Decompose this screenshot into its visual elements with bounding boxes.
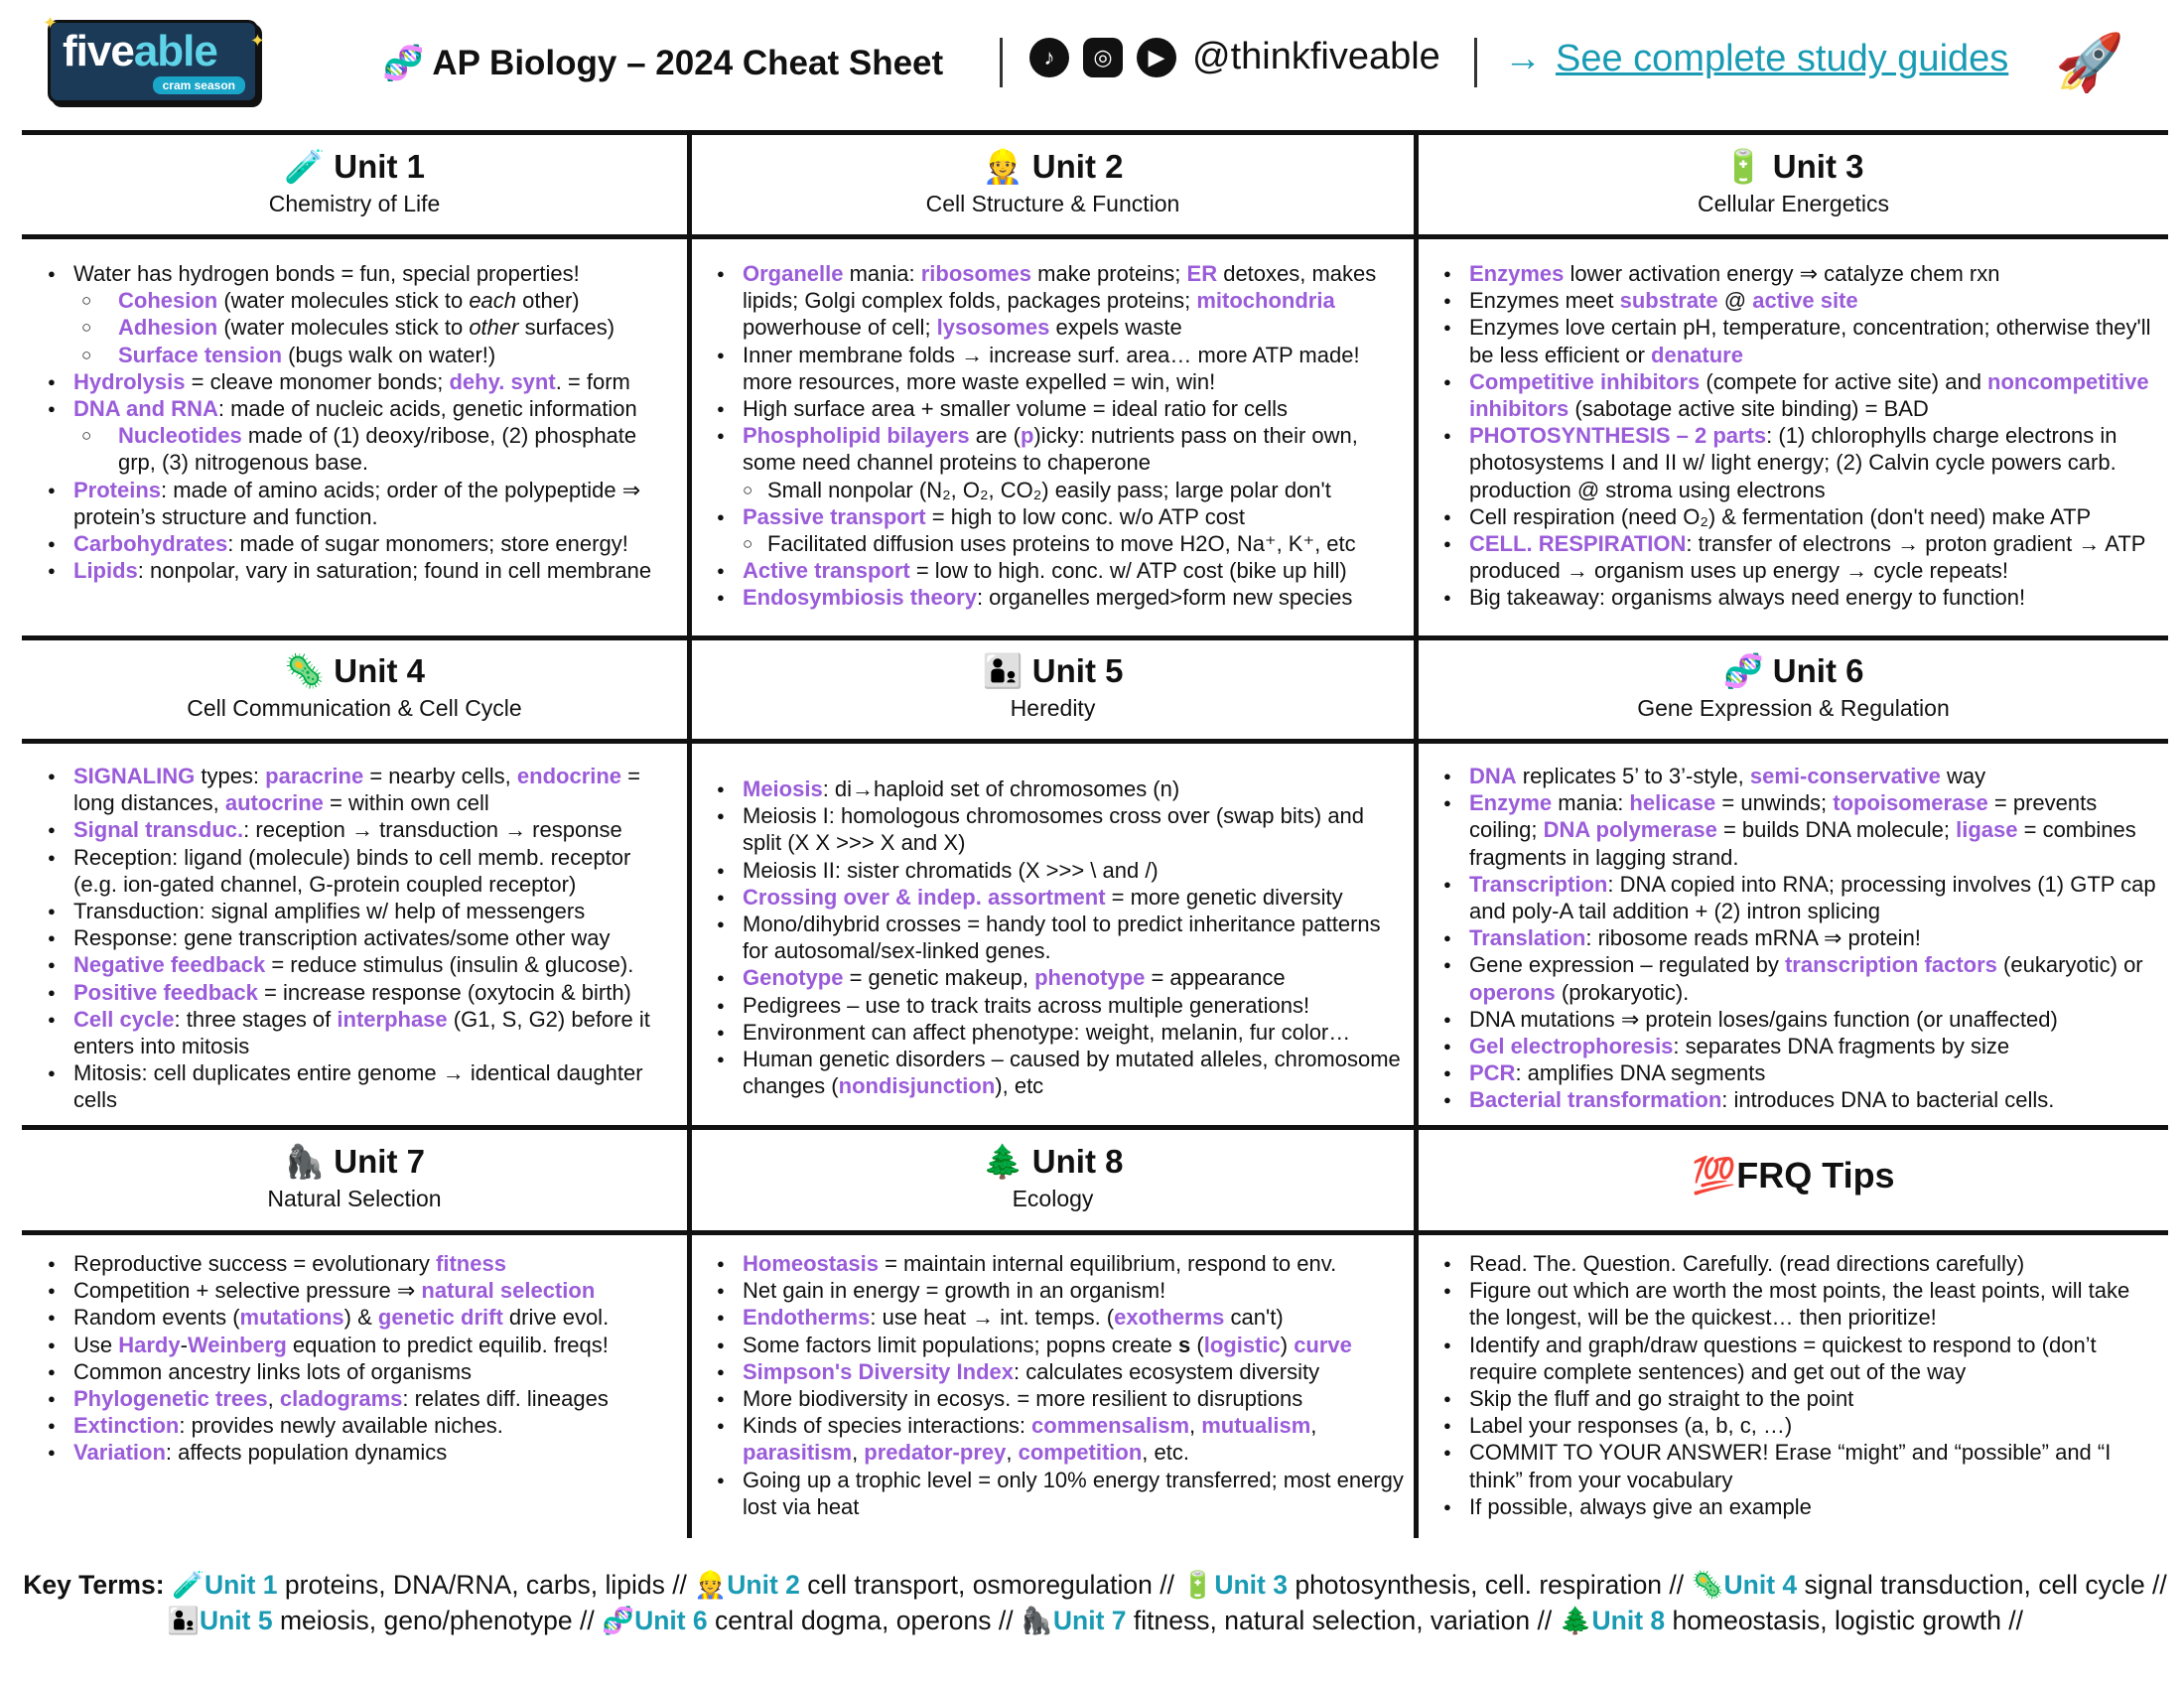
list-item: ● Meiosis II: sister chromatids (X >>> \ and /) xyxy=(713,857,1408,884)
gorilla-icon: 🦍 xyxy=(284,1143,326,1180)
header xyxy=(0,0,2184,129)
list-item: ○ Facilitated diffusion uses proteins to move H2O, Na⁺, K⁺, etc xyxy=(713,530,1408,557)
unit2-content xyxy=(713,260,1408,612)
footer-unit-label: Unit 4 xyxy=(1723,1570,1798,1600)
list-item: ● Big takeaway: organisms always need energy to function! xyxy=(1439,584,2164,611)
list-item: ● Endotherms: use heat → int. temps. (exotherms can't) xyxy=(713,1304,1408,1331)
evergreen-tree-icon: 🌲 xyxy=(1559,1606,1592,1635)
list-item: ● Phospholipid bilayers are (p)icky: nutrients pass on their own, some need channel proteins to chaperone xyxy=(713,422,1408,476)
footer-terms: central dogma, operons // xyxy=(707,1606,1021,1635)
unit-heading xyxy=(1419,651,2168,723)
list-item: ○ Surface tension (bugs walk on water!) xyxy=(44,342,679,368)
list-item: ● SIGNALING types: paracrine = nearby cells, endocrine = long distances, autocrine = within own cell xyxy=(44,763,679,816)
header-divider xyxy=(1000,38,1003,87)
footer-unit-label: Unit 7 xyxy=(1052,1606,1127,1635)
list-item: ● Gene expression – regulated by transcription factors (eukaryotic) or operons (prokaryotic). xyxy=(1439,951,2164,1005)
list-item: ● Response: gene transcription activates/some other way xyxy=(44,924,679,951)
list-item: ● Enzymes love certain pH, temperature, concentration; otherwise they'll be less efficient or denature xyxy=(1439,314,2164,367)
unit-subtitle: Ecology xyxy=(1012,1186,1094,1211)
list-item: ● Competition + selective pressure ⇒ natural selection xyxy=(44,1277,679,1304)
frq-heading xyxy=(1419,1155,2168,1196)
page-title xyxy=(382,38,943,89)
list-item: ● Cell respiration (need O₂) & fermentation (don't need) make ATP xyxy=(1439,503,2164,530)
list-item: ● More biodiversity in ecosys. = more resilient to disruptions xyxy=(713,1385,1408,1412)
list-item: ● Variation: affects population dynamics xyxy=(44,1439,679,1466)
list-item: ● DNA and RNA: made of nucleic acids, genetic information xyxy=(44,395,679,422)
list-item: ● Reception: ligand (molecule) binds to cell memb. receptor (e.g. ion-gated channel, G-protein coupled receptor) xyxy=(44,844,679,898)
list-item: ○ Adhesion (water molecules stick to other surfaces) xyxy=(44,314,679,341)
footer-unit-label: Unit 8 xyxy=(1591,1606,1666,1635)
unit-title: Unit 4 xyxy=(334,652,425,689)
unit-title: Unit 8 xyxy=(1031,1143,1124,1180)
grid-line xyxy=(22,635,2168,640)
list-item: ● Meiosis: di→haploid set of chromosomes (n) xyxy=(713,775,1408,802)
grid-line xyxy=(22,1230,2168,1235)
study-guides-link[interactable] xyxy=(1504,38,2008,80)
list-item: ● Some factors limit populations; popns create s (logistic) curve xyxy=(713,1332,1408,1358)
list-item: ● Signal transduc.: reception → transduction → response xyxy=(44,816,679,843)
list-item: ● Organelle mania: ribosomes make proteins; ER detoxes, makes lipids; Golgi complex folds, packages proteins; mitochondria powerhouse of cell; lysosomes expels waste xyxy=(713,260,1408,342)
title-text: AP Biology – 2024 Cheat Sheet xyxy=(432,44,944,82)
test-tube-icon: 🧪 xyxy=(284,148,326,185)
list-item: ● Carbohydrates: made of sugar monomers; store energy! xyxy=(44,530,679,557)
key-terms-footer xyxy=(22,1567,2168,1638)
list-item: ● Genotype = genetic makeup, phenotype = appearance xyxy=(713,964,1408,991)
footer-terms: fitness, natural selection, variation // xyxy=(1126,1606,1560,1635)
frq-content xyxy=(1439,1250,2164,1520)
list-item: ● DNA mutations ⇒ protein loses/gains function (or unaffected) xyxy=(1439,1006,2164,1033)
arrow-right-icon: → xyxy=(1504,38,1542,79)
study-guides-link-text[interactable]: See complete study guides xyxy=(1556,38,2009,79)
unit-subtitle: Cellular Energetics xyxy=(1697,191,1890,216)
grid-line xyxy=(22,234,2168,239)
construction-worker-icon: 👷 xyxy=(982,148,1024,185)
unit7-content xyxy=(44,1250,679,1467)
list-item: ● Cell cycle: three stages of interphase (G1, S, G2) before it enters into mitosis xyxy=(44,1006,679,1059)
list-item: ● Common ancestry links lots of organisms xyxy=(44,1358,679,1385)
dna-icon: 🧬 xyxy=(602,1606,635,1635)
list-item: ● Simpson's Diversity Index: calculates ecosystem diversity xyxy=(713,1358,1408,1385)
list-item: ● Passive transport = high to low conc. w/o ATP cost xyxy=(713,503,1408,530)
sparkle-icon: ✦ xyxy=(249,31,265,51)
unit4-content xyxy=(44,763,679,1114)
footer-terms: proteins, DNA/RNA, carbs, lipids // xyxy=(277,1570,695,1600)
list-item: ● Figure out which are worth the most points, the least points, will take the longest, will be the quickest… then prioritize! xyxy=(1439,1277,2164,1331)
battery-icon: 🔋 xyxy=(1181,1570,1215,1600)
sparkle-icon: ✦ xyxy=(43,13,59,33)
list-item: ● Mono/dihybrid crosses = handy tool to predict inheritance patterns for autosomal/sex-linked genes. xyxy=(713,911,1408,964)
unit-title: Unit 5 xyxy=(1031,652,1124,689)
list-item: ● Homeostasis = maintain internal equilibrium, respond to env. xyxy=(713,1250,1408,1277)
list-item: ● Skip the fluff and go straight to the point xyxy=(1439,1385,2164,1412)
grid-line xyxy=(22,130,2168,135)
header-divider xyxy=(1474,38,1477,87)
list-item: ● COMMIT TO YOUR ANSWER! Erase “might” and “possible” and “I think” from your vocabulary xyxy=(1439,1439,2164,1492)
list-item: ● Read. The. Question. Carefully. (read directions carefully) xyxy=(1439,1250,2164,1277)
unit3-content xyxy=(1439,260,2164,612)
unit-subtitle: Natural Selection xyxy=(267,1186,442,1211)
list-item: ● Transduction: signal amplifies w/ help of messengers xyxy=(44,898,679,924)
footer-terms: signal transduction, cell cycle // xyxy=(1797,1570,2167,1600)
battery-icon: 🔋 xyxy=(1722,148,1764,185)
list-item: ● Gel electrophoresis: separates DNA fragments by size xyxy=(1439,1033,2164,1059)
gorilla-icon: 🦍 xyxy=(1020,1606,1053,1635)
key-terms-label: Key Terms: xyxy=(23,1570,165,1600)
list-item: ● Transcription: DNA copied into RNA; processing involves (1) GTP cap and poly-A tail addition + (2) intron splicing xyxy=(1439,871,2164,924)
tiktok-icon[interactable]: ♪ xyxy=(1029,38,1069,77)
logo-badge: cram season xyxy=(153,76,245,94)
list-item: ● Proteins: made of amino acids; order of the polypeptide ⇒ protein’s structure and function. xyxy=(44,477,679,530)
list-item: ● CELL. RESPIRATION: transfer of electrons → proton gradient → ATP produced → organism uses up energy → cycle repeats! xyxy=(1439,530,2164,584)
grid-line xyxy=(1414,130,1419,1538)
list-item: ● Identify and graph/draw questions = quickest to respond to (don’t require complete sentences) and get out of the way xyxy=(1439,1332,2164,1385)
footer-unit-label: Unit 3 xyxy=(1214,1570,1288,1600)
footer-unit-label: Unit 5 xyxy=(199,1606,273,1635)
list-item: ● Kinds of species interactions: commensalism, mutualism, parasitism, predator-prey, competition, etc. xyxy=(713,1412,1408,1466)
list-item: ● Positive feedback = increase response (oxytocin & birth) xyxy=(44,979,679,1006)
grid-line xyxy=(687,130,692,1538)
unit1-content xyxy=(44,260,679,584)
unit-heading xyxy=(22,147,687,218)
unit-heading xyxy=(22,651,687,723)
footer-terms: photosynthesis, cell. respiration // xyxy=(1287,1570,1692,1600)
family-icon: 👨‍👦 xyxy=(166,1606,200,1635)
list-item: ● High surface area + smaller volume = ideal ratio for cells xyxy=(713,395,1408,422)
list-item: ● Mitosis: cell duplicates entire genome → identical daughter cells xyxy=(44,1059,679,1113)
construction-worker-icon: 👷 xyxy=(694,1570,728,1600)
unit-title: Unit 3 xyxy=(1772,148,1864,185)
unit-subtitle: Chemistry of Life xyxy=(268,191,441,216)
list-item: ● Meiosis I: homologous chromosomes cross over (swap bits) and split (X X >>> X and X) xyxy=(713,802,1408,856)
list-item: ● DNA replicates 5’ to 3’-style, semi-conservative way xyxy=(1439,763,2164,789)
list-item: ● Net gain in energy = growth in an organism! xyxy=(713,1277,1408,1304)
unit-heading xyxy=(692,651,1414,723)
test-tube-icon: 🧪 xyxy=(171,1570,205,1600)
unit-title: Unit 7 xyxy=(334,1143,425,1180)
unit-subtitle: Heredity xyxy=(1010,695,1096,721)
microbe-icon: 🦠 xyxy=(1691,1570,1724,1600)
list-item: ● PCR: amplifies DNA segments xyxy=(1439,1059,2164,1086)
list-item: ● Pedigrees – use to track traits across multiple generations! xyxy=(713,992,1408,1019)
unit-subtitle: Cell Structure & Function xyxy=(925,191,1180,216)
footer-unit-label: Unit 6 xyxy=(634,1606,708,1635)
youtube-icon[interactable]: ▶ xyxy=(1137,38,1176,77)
list-item: ● Phylogenetic trees, cladograms: relates diff. lineages xyxy=(44,1385,679,1412)
list-item: ● Bacterial transformation: introduces DNA to bacterial cells. xyxy=(1439,1086,2164,1113)
list-item: ● Enzyme mania: helicase = unwinds; topoisomerase = prevents coiling; DNA polymerase = builds DNA molecule; ligase = combines fragments in lagging strand. xyxy=(1439,789,2164,871)
list-item: ● Negative feedback = reduce stimulus (insulin & glucose). xyxy=(44,951,679,978)
unit6-content xyxy=(1439,763,2164,1114)
list-item: ● PHOTOSYNTHESIS – 2 parts: (1) chlorophylls charge electrons in photosystems I and II w/ light energy; (2) Calvin cycle powers carb. production @ stroma using electrons xyxy=(1439,422,2164,503)
rocket-mascot-icon: 🚀 xyxy=(2055,31,2124,93)
unit5-content xyxy=(713,775,1408,1099)
dna-icon: 🧬 xyxy=(382,45,425,82)
unit-subtitle: Gene Expression & Regulation xyxy=(1637,695,1950,721)
list-item: ● Active transport = low to high. conc. w/ ATP cost (bike up hill) xyxy=(713,557,1408,584)
footer-terms: meiosis, geno/phenotype // xyxy=(272,1606,603,1635)
list-item: ● Water has hydrogen bonds = fun, special properties! xyxy=(44,260,679,287)
list-item: ● Random events (mutations) & genetic drift drive evol. xyxy=(44,1304,679,1331)
unit-heading xyxy=(692,1142,1414,1213)
social-links xyxy=(1029,36,1440,78)
list-item: ● Extinction: provides newly available niches. xyxy=(44,1412,679,1439)
unit-subtitle: Cell Communication & Cell Cycle xyxy=(187,695,522,721)
list-item: ● Hydrolysis = cleave monomer bonds; dehy. synt. = form xyxy=(44,368,679,395)
unit8-content xyxy=(713,1250,1408,1520)
fiveable-logo[interactable] xyxy=(43,13,265,103)
unit-heading xyxy=(692,147,1414,218)
unit-heading xyxy=(1419,147,2168,218)
list-item: ● Lipids: nonpolar, vary in saturation; found in cell membrane xyxy=(44,557,679,584)
list-item: ● If possible, always give an example xyxy=(1439,1493,2164,1520)
list-item: ● Human genetic disorders – caused by mutated alleles, chromosome changes (nondisjunction), etc xyxy=(713,1046,1408,1099)
list-item: ● Enzymes meet substrate @ active site xyxy=(1439,287,2164,314)
instagram-icon[interactable]: ◎ xyxy=(1083,38,1123,77)
social-handle[interactable]: @thinkfiveable xyxy=(1192,36,1440,77)
list-item: ○ Nucleotides made of (1) deoxy/ribose, (2) phosphate grp, (3) nitrogenous base. xyxy=(44,422,679,476)
unit-title: Unit 2 xyxy=(1031,148,1124,185)
list-item: ● Inner membrane folds → increase surf. area… more ATP made! more resources, more waste expelled = win, win! xyxy=(713,342,1408,395)
footer-terms: cell transport, osmoregulation // xyxy=(799,1570,1182,1600)
list-item: ● Label your responses (a, b, c, …) xyxy=(1439,1412,2164,1439)
list-item: ● Going up a trophic level = only 10% energy transferred; most energy lost via heat xyxy=(713,1467,1408,1520)
frq-title: FRQ Tips xyxy=(1736,1155,1895,1196)
hundred-points-icon: 💯 xyxy=(1692,1155,1737,1196)
list-item: ● Endosymbiosis theory: organelles merged>form new species xyxy=(713,584,1408,611)
evergreen-tree-icon: 🌲 xyxy=(982,1143,1024,1180)
list-item: ● Use Hardy-Weinberg equation to predict equilib. freqs! xyxy=(44,1332,679,1358)
list-item: ● Enzymes lower activation energy ⇒ catalyze chem rxn xyxy=(1439,260,2164,287)
unit-heading xyxy=(22,1142,687,1213)
logo-wordmark: fiveable xyxy=(63,27,217,75)
grid-line xyxy=(22,1125,2168,1130)
list-item: ● Competitive inhibitors (compete for active site) and noncompetitive inhibitors (sabotage active site binding) = BAD xyxy=(1439,368,2164,422)
list-item: ○ Small nonpolar (N₂, O₂, CO₂) easily pass; large polar don't xyxy=(713,477,1408,503)
footer-unit-label: Unit 1 xyxy=(204,1570,278,1600)
unit-title: Unit 6 xyxy=(1772,652,1864,689)
footer-unit-label: Unit 2 xyxy=(727,1570,800,1600)
list-item: ● Translation: ribosome reads mRNA ⇒ protein! xyxy=(1439,924,2164,951)
unit-title: Unit 1 xyxy=(334,148,425,185)
microbe-icon: 🦠 xyxy=(284,652,326,689)
grid-line xyxy=(22,739,2168,744)
dna-icon: 🧬 xyxy=(1722,652,1764,689)
list-item: ● Environment can affect phenotype: weight, melanin, fur color… xyxy=(713,1019,1408,1046)
footer-terms: homeostasis, logistic growth // xyxy=(1665,1606,2024,1635)
family-icon: 👨‍👦 xyxy=(982,652,1024,689)
list-item: ● Crossing over & indep. assortment = more genetic diversity xyxy=(713,884,1408,911)
list-item: ● Reproductive success = evolutionary fitness xyxy=(44,1250,679,1277)
list-item: ○ Cohesion (water molecules stick to each other) xyxy=(44,287,679,314)
